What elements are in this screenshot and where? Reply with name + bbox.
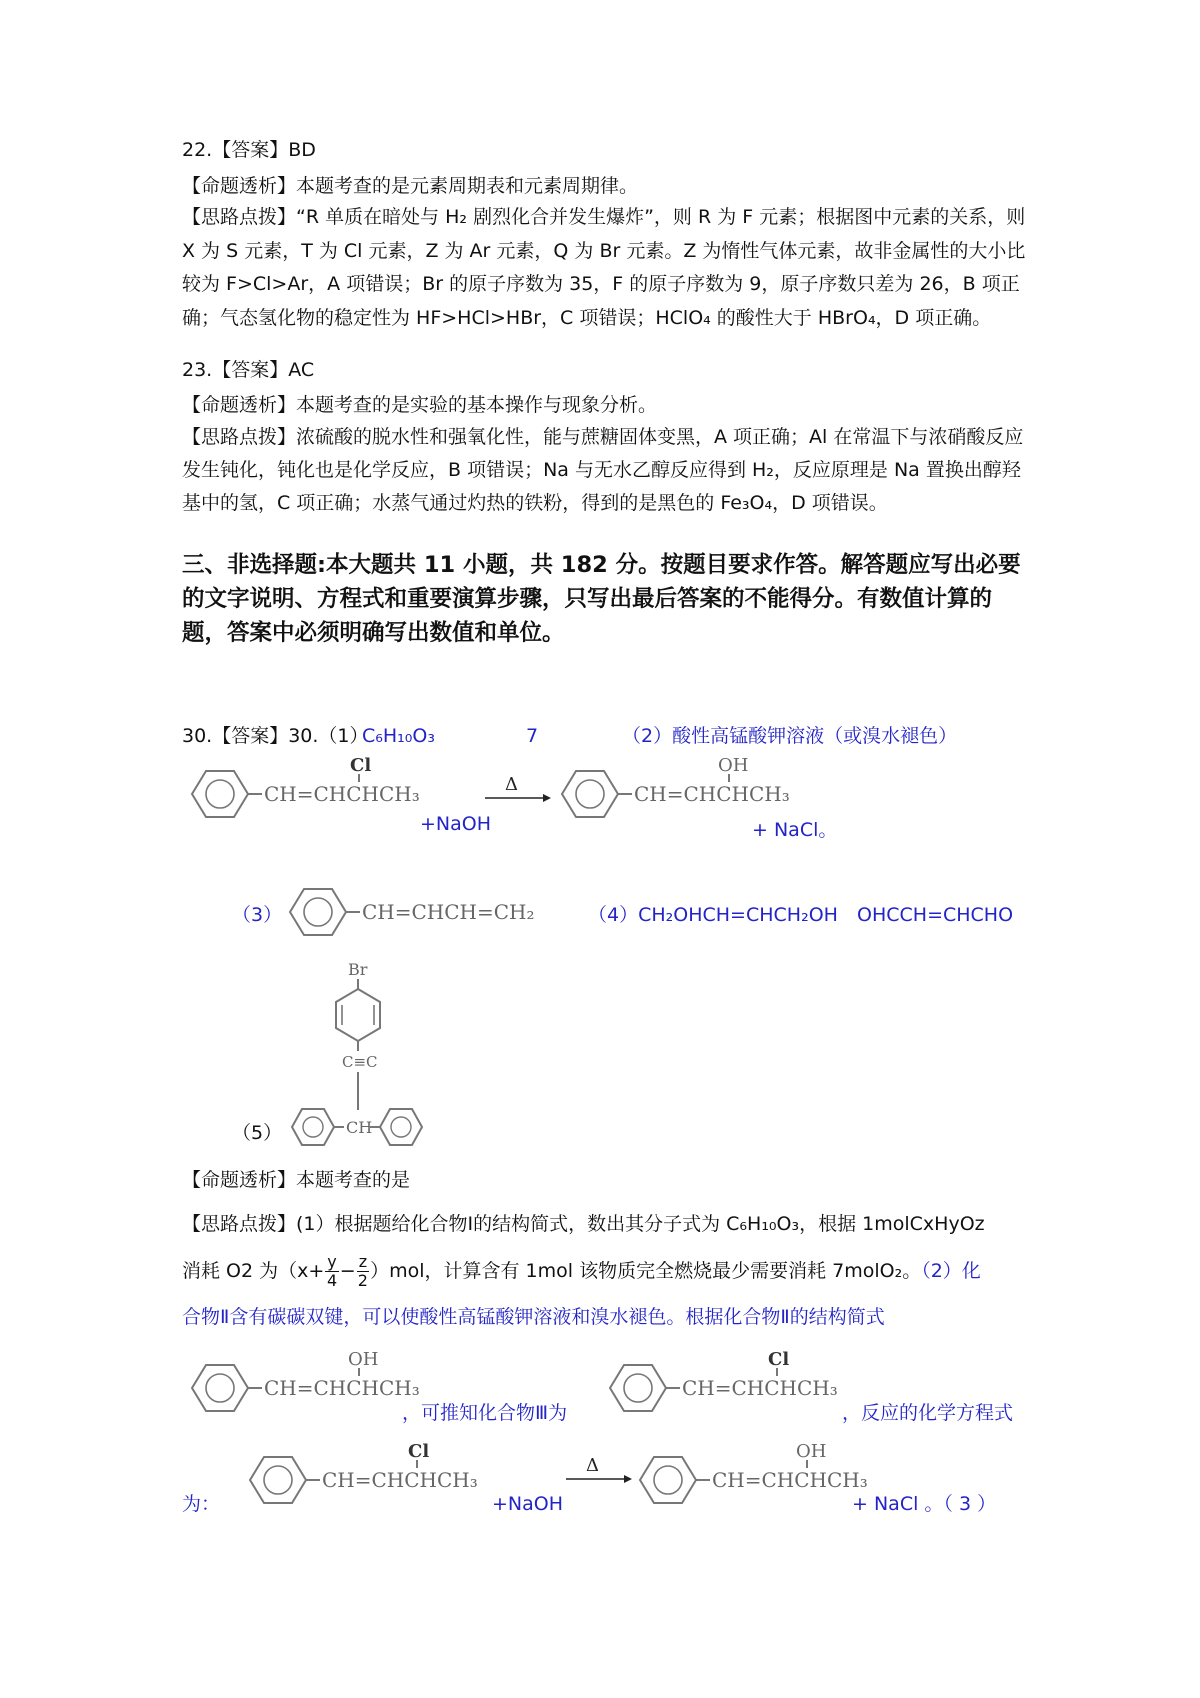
compound-ii-structure-hint — [182, 1348, 422, 1428]
frac2-denominator: 2 — [357, 1271, 368, 1290]
chain-text: CH=CHCHCH₃ — [264, 782, 420, 806]
ch-label: CH — [346, 1118, 373, 1137]
chain-text: CH=CHCHCH₃ — [264, 1376, 420, 1400]
oh-label: OH — [348, 1349, 379, 1370]
q30-hint-line2 — [182, 1246, 981, 1296]
chain-text: CH=CHCH=CH₂ — [362, 900, 535, 924]
frac1-numerator: y — [327, 1252, 337, 1271]
q30-formula: C₆H₁₀O₃ — [362, 725, 435, 747]
heat-symbol: Δ — [586, 1455, 599, 1476]
compound-iii-structure-eq — [240, 1440, 480, 1520]
q30-hint-line1: 【思路点拨】(1）根据题给化合物Ⅰ的结构简式，数出其分子式为 C₆H₁₀O₃，根据 1molCxHyOz — [182, 1213, 985, 1235]
frac1-denominator: 4 — [326, 1271, 338, 1290]
hint-line4-part2: ，反应的化学方程式 — [842, 1402, 1014, 1424]
part5-structure — [282, 955, 452, 1165]
compound-ii-structure-eq — [630, 1440, 870, 1520]
q30-analysis: 【命题透析】本题考查的是 — [182, 1169, 411, 1191]
oh-label: OH — [796, 1441, 827, 1462]
fraction-y-4 — [325, 1253, 338, 1290]
hint-line4-part1: ，可推知化合物Ⅲ为 — [402, 1402, 568, 1424]
part3-label: （3） — [232, 904, 283, 926]
q22-analysis: 【命题透析】本题考查的是元素周期表和元素周期律。 — [182, 175, 639, 197]
fraction-z-2 — [357, 1253, 369, 1290]
plus-naoh: +NaOH — [420, 813, 492, 835]
reaction-arrow-icon — [566, 1455, 631, 1495]
diene-structure — [280, 872, 540, 952]
compound-iii-structure-hint — [600, 1348, 840, 1428]
q30-hint-line3: 合物Ⅱ含有碳碳双键，可以使酸性高锰酸钾溶液和溴水褪色。根据化合物Ⅱ的结构简式 — [182, 1306, 885, 1328]
cl-label: Cl — [408, 1441, 430, 1462]
alkyne-label: C≡C — [342, 1053, 378, 1071]
hint-line5-part1: 为： — [182, 1493, 221, 1515]
hint-line2-part1: 消耗 O2 为（x+ — [182, 1260, 325, 1282]
q23-analysis: 【命题透析】本题考查的是实验的基本操作与现象分析。 — [182, 394, 658, 416]
q30-o2-count: 7 — [526, 725, 539, 747]
reaction-arrow-icon — [485, 774, 550, 814]
chain-text: CH=CHCHCH₃ — [634, 782, 790, 806]
hint-line5-nacl: + NaCl 。（ 3 ） — [852, 1493, 997, 1515]
heat-symbol: Δ — [505, 774, 518, 795]
part5-label: （5） — [232, 1122, 283, 1144]
hint-line5-naoh: +NaOH — [492, 1493, 564, 1515]
chain-text: CH=CHCHCH₃ — [682, 1376, 838, 1400]
q30-answer: 30.【答案】30.（1） — [182, 725, 369, 747]
minus-sign: − — [339, 1260, 356, 1282]
plus-nacl: + NaCl。 — [752, 819, 838, 841]
q23-hint: 【思路点拨】浓硫酸的脱水性和强氧化性，能与蔗糖固体变黑，A 项正确；Al 在常温下与浓硝酸反应发生钝化，钝化也是化学反应，B 项错误；Na 与无水乙醇反应得到 H₂，反应原理是 Na 置换出醇羟基中的氢，C 项正确；水蒸气通过灼热的铁粉，得到的是黑色的 Fe₃O₄，D 项错误。 — [182, 426, 1024, 514]
chain-text: CH=CHCHCH₃ — [322, 1468, 478, 1492]
q30-part2: （2）酸性高锰酸钾溶液（或溴水褪色） — [622, 725, 958, 747]
hint-line2-part2: ）mol，计算含有 1mol 该物质完全燃烧最少需要消耗 7molO₂。 — [370, 1260, 922, 1282]
part4-text: （4）CH₂OHCH=CHCH₂OH — [588, 904, 838, 926]
oh-label: OH — [718, 755, 749, 776]
q23-answer: 23.【答案】AC — [182, 359, 315, 381]
q22-answer: 22.【答案】BD — [182, 139, 316, 161]
br-label: Br — [348, 960, 368, 979]
part4-text-b: OHCCH=CHCHO — [857, 904, 1014, 926]
cl-label: Cl — [350, 755, 372, 776]
frac2-numerator: z — [358, 1252, 368, 1271]
section3-heading: 三、非选择题:本大题共 11 小题，共 182 分。按题目要求作答。解答题应写出必要的文字说明、方程式和重要演算步骤，只写出最后答案的不能得分。有数值计算的题，答案中必须明确写出数值和单位。 — [182, 552, 1021, 646]
compound-iii-structure — [182, 754, 422, 834]
q22-hint: 【思路点拨】“R 单质在暗处与 H₂ 剧烈化合并发生爆炸”，则 R 为 F 元素；根据图中元素的关系，则 X 为 S 元素，T 为 Cl 元素，Z 为 Ar 元素，Q 为 Br 元素。Z 为惰性气体元素，故非金属性的大小比较为 F>Cl>Ar，A 项错误；Br 的原子序数为 35，F 的原子序数为 9，原子序数只差为 26，B 项正确；气态氢化物的稳定性为 HF>HCl>HBr，C 项错误；HClO₄ 的酸性大于 HBrO₄，D 项正确。 — [182, 206, 1026, 329]
cl-label: Cl — [768, 1349, 790, 1370]
hint-line2-part3: （2）化 — [921, 1260, 981, 1282]
chain-text: CH=CHCHCH₃ — [712, 1468, 868, 1492]
